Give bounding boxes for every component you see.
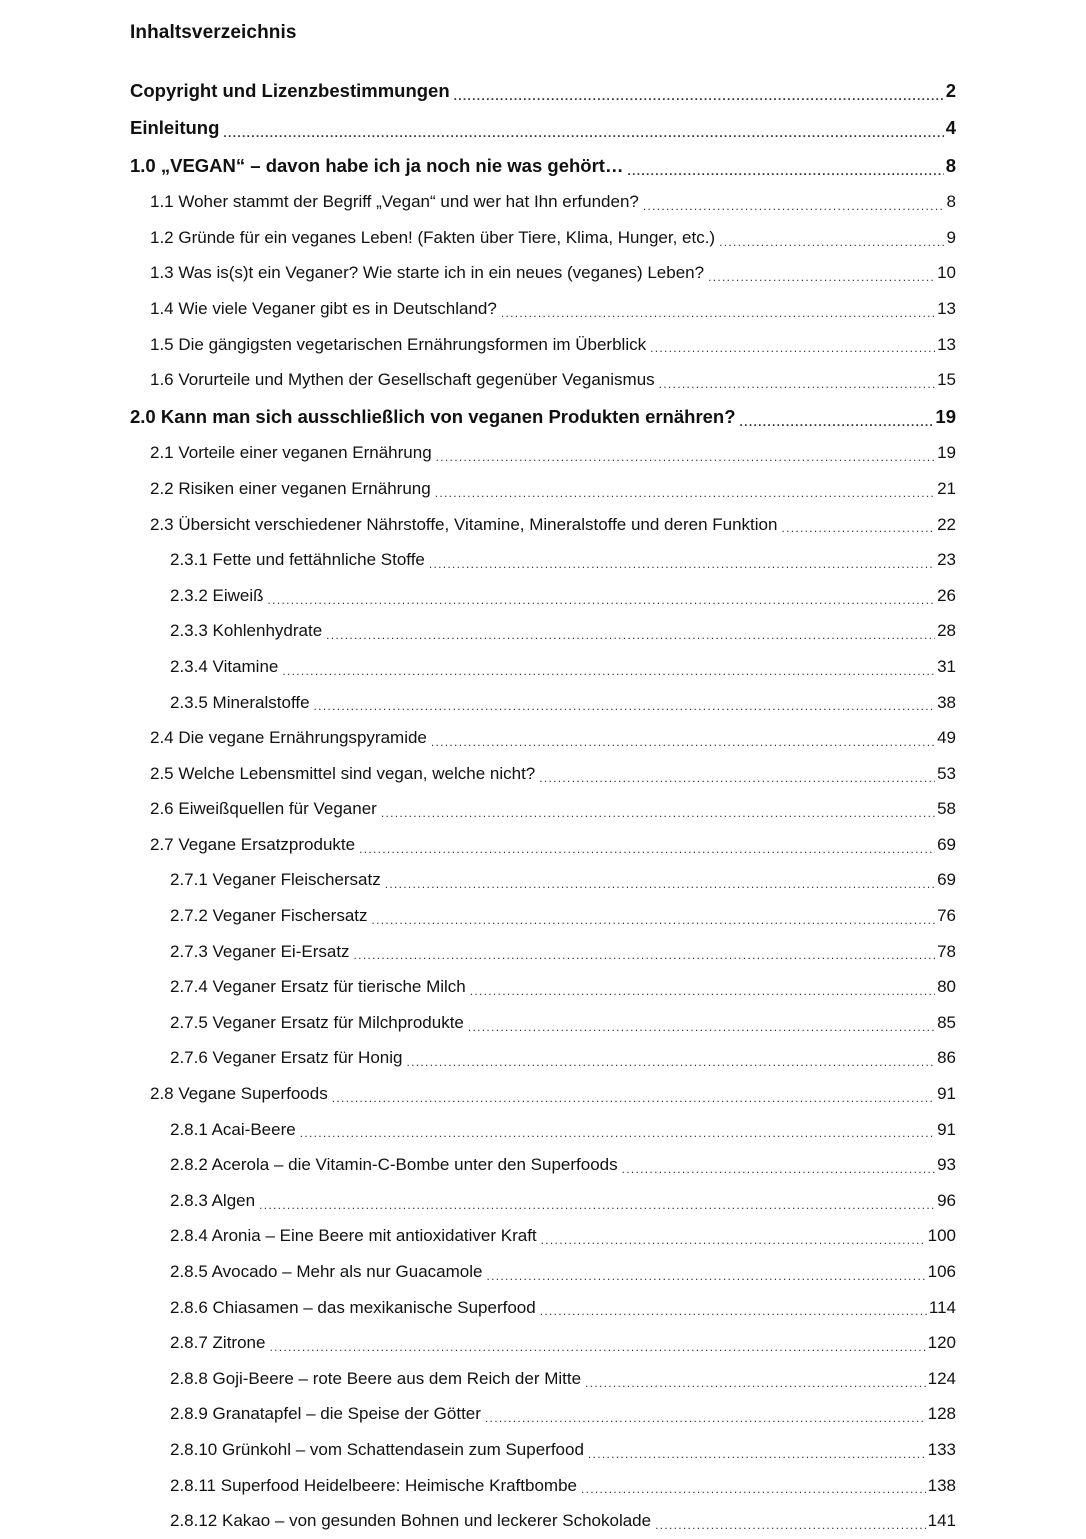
toc-entry-page-number: 26 [937, 585, 956, 605]
dot-leader [223, 127, 943, 147]
toc-entry-level-3[interactable] [0, 1112, 956, 1148]
dot-leader [359, 843, 935, 863]
toc-entry-label: 1.2 Gründe für ein veganes Leben! (Fakten über Tiere, Klima, Hunger, etc.) [150, 227, 716, 247]
dot-leader [588, 1448, 926, 1468]
toc-entry-page-number: 96 [937, 1190, 956, 1210]
dot-leader [540, 1305, 927, 1325]
toc-entry-page-number: 114 [928, 1297, 956, 1317]
dot-leader [659, 378, 935, 398]
toc-entry-label: 2.8.11 Superfood Heidelbeere: Heimische Kraftbombe [170, 1475, 577, 1495]
dot-leader [541, 1234, 926, 1254]
dot-leader [581, 1483, 926, 1503]
toc-entry-page-number: 69 [937, 834, 956, 854]
toc-entry-level-3[interactable] [0, 1290, 956, 1326]
dot-leader [468, 1021, 935, 1041]
dot-leader [429, 558, 935, 578]
toc-entry-label: 2.7.3 Veganer Ei-Ersatz [170, 941, 350, 961]
dot-leader [454, 90, 944, 110]
toc-entry-page-number: 4 [945, 117, 956, 139]
toc-entry-page-number: 69 [937, 870, 956, 890]
toc-entry-label: 2.5 Welche Lebensmittel sind vegan, welche nicht? [150, 763, 536, 783]
dot-leader [269, 1341, 925, 1361]
dot-leader [501, 307, 935, 327]
toc-entry-label: 2.8.12 Kakao – von gesunden Bohnen und leckerer Schokolade [170, 1511, 652, 1531]
dot-leader [650, 342, 935, 362]
toc-entry-page-number: 10 [937, 263, 956, 283]
toc-entry-label: 2.3.3 Kohlenhydrate [170, 621, 323, 641]
dot-leader [470, 985, 935, 1005]
toc-entry-page-number: 106 [927, 1262, 956, 1282]
toc-entry-page-number: 53 [937, 763, 956, 783]
dot-leader [354, 949, 936, 969]
toc-entry-level-2[interactable] [0, 362, 956, 398]
toc-entry-level-3[interactable] [0, 614, 956, 650]
toc-entry-level-3[interactable] [0, 898, 956, 934]
toc-entry-label: 2.3.1 Fette und fettähnliche Stoffe [170, 550, 425, 570]
dot-leader [385, 878, 935, 898]
toc-entry-page-number: 21 [937, 478, 956, 498]
toc-entry-label: 2.0 Kann man sich ausschließlich von veganen Produkten ernähren? [130, 405, 736, 427]
toc-entry-level-3[interactable] [0, 1397, 956, 1433]
toc-entry-level-3[interactable] [0, 1361, 956, 1397]
toc-entry-label: 2.3.2 Eiweiß [170, 585, 264, 605]
dot-leader [372, 914, 936, 934]
toc-entry-level-2[interactable] [0, 327, 956, 363]
toc-entry-label: 1.6 Vorurteile und Mythen der Gesellschaft gegenüber Veganismus [150, 370, 655, 390]
toc-entry-level-3[interactable] [0, 578, 956, 614]
toc-entry-label: Copyright und Lizenzbestimmungen [130, 79, 450, 101]
dot-leader [435, 487, 935, 507]
toc-entry-page-number: 85 [937, 1012, 956, 1032]
toc-entry-page-number: 31 [937, 656, 956, 676]
toc-entry-page-number: 19 [937, 443, 956, 463]
toc-entry-level-1[interactable] [0, 72, 956, 110]
dot-leader [406, 1056, 935, 1076]
dot-leader [282, 665, 935, 685]
toc-entry-level-2[interactable] [0, 436, 956, 472]
toc-entry-page-number: 8 [946, 192, 956, 212]
toc-entry-page-number: 128 [927, 1404, 956, 1424]
toc-entry-label: 1.0 „VEGAN“ – davon habe ich ja noch nie was gehört… [130, 154, 624, 176]
toc-entry-level-3[interactable] [0, 1041, 956, 1077]
toc-entry-label: 2.7.6 Veganer Ersatz für Honig [170, 1048, 403, 1068]
toc-entry-page-number: 86 [937, 1048, 956, 1068]
toc-entry-label: 2.3 Übersicht verschiedener Nährstoffe, Vitamine, Mineralstoffe und deren Funktion [150, 514, 778, 534]
toc-entry-level-2[interactable] [0, 756, 956, 792]
toc-entry-page-number: 9 [946, 227, 956, 247]
toc-entry-label: 2.3.4 Vitamine [170, 656, 279, 676]
toc-entry-label: 2.8.5 Avocado – Mehr als nur Guacamole [170, 1262, 483, 1282]
toc-entry-label: 2.8.2 Acerola – die Vitamin-C-Bombe unter den Superfoods [170, 1155, 618, 1175]
dot-leader [326, 629, 935, 649]
toc-entry-label: 2.7 Vegane Ersatzprodukte [150, 834, 356, 854]
dot-leader [332, 1092, 935, 1112]
toc-entry-label: 2.8.8 Goji-Beere – rote Beere aus dem Reich der Mitte [170, 1368, 582, 1388]
toc-entry-level-3[interactable] [0, 969, 956, 1005]
toc-entry-level-3[interactable] [0, 542, 956, 578]
toc-entry-label: 2.2 Risiken einer veganen Ernährung [150, 478, 431, 498]
toc-entry-level-3[interactable] [0, 1005, 956, 1041]
toc-entry-level-3[interactable] [0, 1183, 956, 1219]
toc-entry-level-2[interactable] [0, 1076, 956, 1112]
toc-entry-label: 1.3 Was is(s)t ein Veganer? Wie starte ich in ein neues (veganes) Leben? [150, 263, 705, 283]
toc-entry-level-3[interactable] [0, 863, 956, 899]
toc-entry-level-3[interactable] [0, 1432, 956, 1468]
toc-entry-label: 2.8.10 Grünkohl – vom Schattendasein zum Superfood [170, 1439, 584, 1459]
toc-entry-page-number: 78 [937, 941, 956, 961]
toc-entry-page-number: 49 [937, 728, 956, 748]
dot-leader [585, 1377, 926, 1397]
toc-entry-level-3[interactable] [0, 1254, 956, 1290]
toc-entry-label: Einleitung [130, 117, 220, 139]
toc-entry-label: 2.8.7 Zitrone [170, 1333, 266, 1353]
toc-entry-level-2[interactable] [0, 827, 956, 863]
dot-leader [300, 1127, 935, 1147]
toc-entry-page-number: 58 [937, 799, 956, 819]
dot-leader [314, 700, 936, 720]
toc-entry-page-number: 19 [935, 405, 956, 427]
toc-entry-page-number: 13 [937, 334, 956, 354]
toc-entry-page-number: 13 [937, 299, 956, 319]
toc-entry-page-number: 120 [927, 1333, 956, 1353]
toc-entry-page-number: 15 [937, 370, 956, 390]
toc-entry-level-1[interactable] [0, 147, 956, 185]
toc-entry-page-number: 76 [937, 906, 956, 926]
toc-entry-label: 2.3.5 Mineralstoffe [170, 692, 310, 712]
dot-leader [381, 807, 935, 827]
dot-leader [259, 1199, 935, 1219]
toc-entry-level-2[interactable] [0, 185, 956, 221]
toc-entry-level-3[interactable] [0, 649, 956, 685]
toc-entry-page-number: 22 [937, 514, 956, 534]
toc-entry-level-2[interactable] [0, 256, 956, 292]
toc-entry-page-number: 38 [937, 692, 956, 712]
dot-leader [486, 1270, 925, 1290]
toc-entry-label: 2.8.4 Aronia – Eine Beere mit antioxidativer Kraft [170, 1226, 537, 1246]
toc-entry-level-2[interactable] [0, 220, 956, 256]
toc-entry-label: 2.7.2 Veganer Fischersatz [170, 906, 368, 926]
dot-leader [719, 236, 944, 256]
dot-leader [643, 200, 945, 220]
toc-entry-label: 2.8 Vegane Superfoods [150, 1084, 328, 1104]
toc-entry-level-2[interactable] [0, 720, 956, 756]
dot-leader [708, 271, 935, 291]
dot-leader [740, 416, 934, 436]
toc-entry-label: 2.8.1 Acai-Beere [170, 1119, 296, 1139]
toc-entry-level-2[interactable] [0, 507, 956, 543]
toc-entry-level-2[interactable] [0, 471, 956, 507]
dot-leader [268, 594, 936, 614]
toc-heading: Inhaltsverzeichnis [130, 22, 297, 43]
dot-leader [627, 165, 943, 185]
toc-entry-level-3[interactable] [0, 685, 956, 721]
toc-entry-label: 2.7.1 Veganer Fleischersatz [170, 870, 381, 890]
toc-entry-page-number: 100 [927, 1226, 956, 1246]
toc-entry-level-3[interactable] [0, 1325, 956, 1361]
toc-entry-page-number: 8 [945, 154, 956, 176]
toc-entry-label: 2.8.3 Algen [170, 1190, 256, 1210]
toc-entry-label: 2.8.6 Chiasamen – das mexikanische Superfood [170, 1297, 536, 1317]
toc-entry-page-number: 91 [937, 1084, 956, 1104]
toc-entry-page-number: 138 [927, 1475, 956, 1495]
dot-leader [485, 1412, 926, 1432]
toc-entry-level-3[interactable] [0, 1147, 956, 1183]
toc-entry-label: 2.8.9 Granatapfel – die Speise der Götter [170, 1404, 481, 1424]
toc-entry-label: 1.1 Woher stammt der Begriff „Vegan“ und wer hat Ihn erfunden? [150, 192, 639, 212]
toc-entry-label: 2.7.5 Veganer Ersatz für Milchprodukte [170, 1012, 464, 1032]
toc-entry-level-1[interactable] [0, 110, 956, 148]
dot-leader [622, 1163, 935, 1183]
toc-entry-page-number: 28 [937, 621, 956, 641]
toc-entry-level-3[interactable] [0, 1503, 956, 1539]
toc-entry-label: 2.1 Vorteile einer veganen Ernährung [150, 443, 432, 463]
dot-leader [781, 522, 935, 542]
toc-entry-label: 2.6 Eiweißquellen für Veganer [150, 799, 377, 819]
toc-entry-page-number: 2 [945, 79, 956, 101]
toc-entry-page-number: 93 [937, 1155, 956, 1175]
toc-entry-level-3[interactable] [0, 1468, 956, 1504]
toc-entry-page-number: 133 [927, 1439, 956, 1459]
toc-list [0, 72, 1086, 1539]
dot-leader [539, 772, 935, 792]
toc-entry-label: 2.4 Die vegane Ernährungspyramide [150, 728, 427, 748]
toc-entry-label: 1.4 Wie viele Veganer gibt es in Deutschland? [150, 299, 497, 319]
toc-entry-level-2[interactable] [0, 792, 956, 828]
dot-leader [436, 451, 935, 471]
toc-entry-label: 1.5 Die gängigsten vegetarischen Ernährungsformen im Überblick [150, 334, 647, 354]
toc-entry-level-2[interactable] [0, 291, 956, 327]
toc-entry-page-number: 124 [927, 1368, 956, 1388]
toc-entry-page-number: 141 [927, 1511, 956, 1531]
toc-entry-level-3[interactable] [0, 1219, 956, 1255]
toc-entry-page-number: 23 [937, 550, 956, 570]
toc-entry-label: 2.7.4 Veganer Ersatz für tierische Milch [170, 977, 466, 997]
toc-entry-level-1[interactable] [0, 398, 956, 436]
toc-entry-page-number: 91 [937, 1119, 956, 1139]
toc-entry-level-3[interactable] [0, 934, 956, 970]
dot-leader [431, 736, 935, 756]
toc-entry-page-number: 80 [937, 977, 956, 997]
